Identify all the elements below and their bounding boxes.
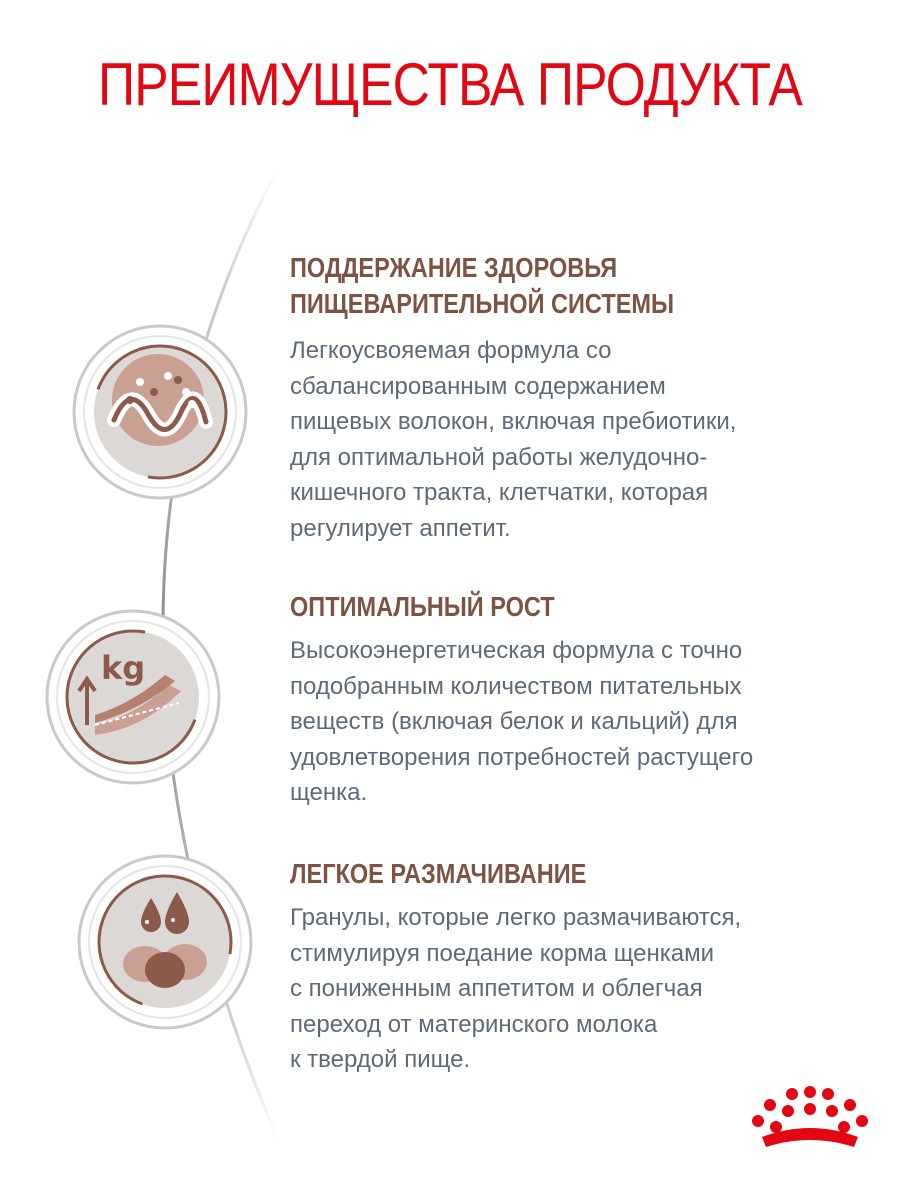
benefit-1-heading-line: ПОДДЕРЖАНИЕ ЗДОРОВЬЯ: [290, 252, 618, 283]
benefit-2-line: удовлетворения потребностей растущего: [290, 743, 754, 771]
benefit-3-heading-line: ЛЕГКОЕ РАЗМАЧИВАНИЕ: [290, 858, 587, 889]
benefit-2-line: щенка.: [290, 779, 368, 806]
benefit-1-heading: [290, 250, 674, 322]
digestive-health-icon: [70, 322, 250, 502]
benefit-3-line: стимулируя поедание корма щенками: [290, 939, 715, 967]
benefit-3-line: переход от материнского молока: [290, 1010, 658, 1038]
benefit-2-line: веществ (включая белок и кальций) для: [290, 708, 738, 735]
benefit-1-heading-line: ПИЩЕВАРИТЕЛЬНОЙ СИСТЕМЫ: [290, 288, 675, 319]
benefit-1-line: для оптимальной работы желудочно-: [290, 443, 708, 471]
benefit-2-description: [290, 633, 850, 811]
benefit-3-line: к твердой пище.: [290, 1046, 471, 1073]
benefit-1-description: [290, 333, 850, 546]
benefit-1-line: кишечного тракта, клетчатки, которая: [290, 479, 709, 506]
benefit-2-heading-line: ОПТИМАЛЬНЫЙ РОСТ: [290, 591, 555, 622]
benefit-3-line: Гранулы, которые легко размачиваются,: [290, 904, 742, 931]
benefit-1-line: сбалансированным содержанием: [290, 372, 666, 400]
page-title: ПРЕИМУЩЕСТВА ПРОДУКТА: [98, 51, 802, 118]
benefit-1-line: регулирует аппетит.: [290, 514, 511, 542]
benefit-3-description: [290, 900, 850, 1078]
benefit-2-line: Высокоэнергетическая формула с точно: [290, 637, 743, 664]
crown-logo: [748, 1085, 872, 1155]
weight-growth-icon: [43, 607, 223, 787]
benefit-1-line: Легкоусвояемая формула со: [290, 337, 612, 364]
kg-label: kg: [101, 649, 146, 687]
benefit-2-heading: [290, 589, 555, 625]
benefit-3-line: с пониженным аппетитом и облегчая: [290, 975, 703, 1002]
kibble-rehydration-icon: [75, 852, 255, 1032]
benefit-3-heading: [290, 856, 586, 892]
benefit-1-line: пищевых волокон, включая пребиотики,: [290, 408, 737, 435]
benefit-2-line: подобранным количеством питательных: [290, 672, 742, 700]
